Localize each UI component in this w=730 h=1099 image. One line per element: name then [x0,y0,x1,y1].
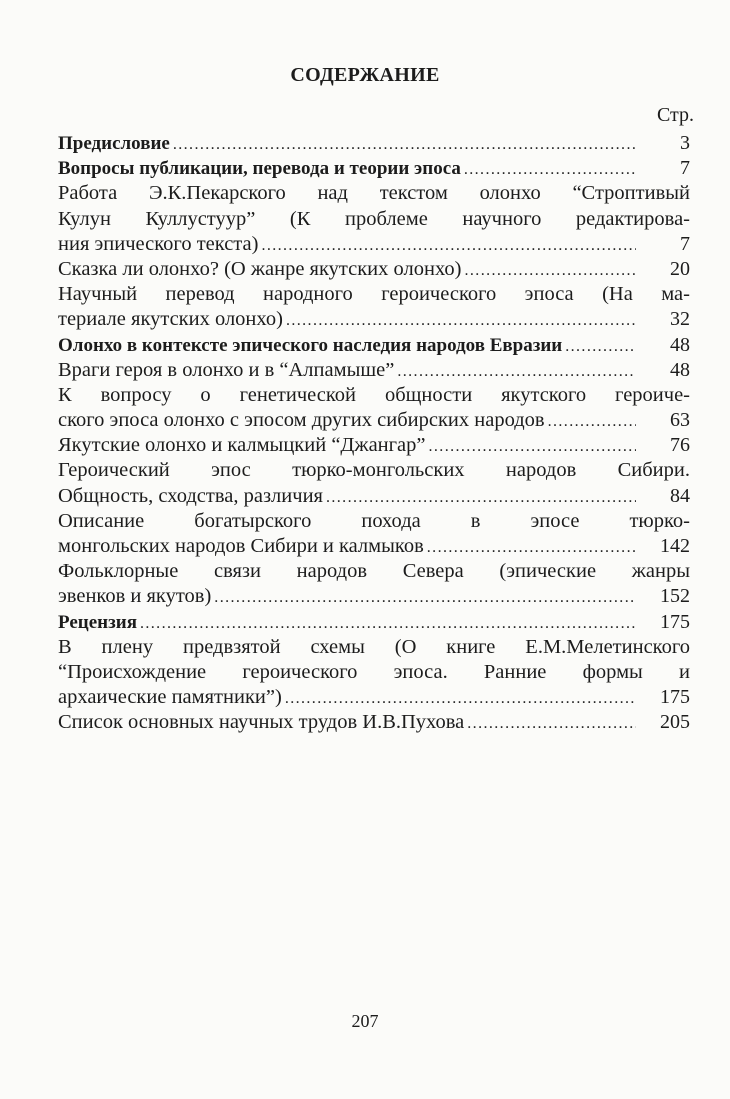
toc-entry-title: Предисловие [58,133,170,154]
dot-leader [173,132,636,157]
toc-entry-page: 20 [670,257,690,280]
table-of-contents [58,131,690,736]
toc-entry-title: Рецензия [58,611,137,633]
toc-entry-line [58,257,690,282]
toc-entry-page: 152 [660,585,690,608]
toc-entry-title: Олонхо в контексте эпического наследия народов Евразии [58,334,563,356]
toc-entry-line [58,433,690,458]
toc-entry-line [58,484,690,509]
toc-entry [58,635,690,711]
toc-entry-page: 63 [670,409,690,432]
toc-entry-line [58,207,690,232]
toc-entry-title: архаические памятники”) [58,686,282,709]
dot-leader [427,535,636,560]
toc-entry-line [58,383,690,408]
dot-leader [565,334,636,359]
toc-entry-page: 76 [670,434,690,457]
toc-entry-line [58,181,690,206]
toc-entry-page: 175 [660,686,690,709]
toc-entry-title: “Происхождение героического эпоса. Ранние формы и [58,660,690,683]
toc-entry-page: 175 [660,610,690,633]
toc-entry-title: В плену предвзятой схемы (О книге Е.М.Мелетинского [58,635,690,658]
dot-leader [548,409,636,434]
toc-entry-title: Описание богатырского похода в эпосе тюрко- [58,509,690,532]
toc-entry-title: Общность, сходства, различия [58,484,323,507]
dot-leader [464,157,636,182]
toc-entry [58,131,690,156]
toc-entry-page: 48 [670,333,690,356]
toc-entry-page: 3 [680,132,690,154]
toc-entry [58,458,690,508]
toc-entry-title: монгольских народов Сибири и калмыков [58,535,424,557]
toc-entry-line [58,307,690,332]
toc-entry-line [58,534,690,559]
toc-entry-line [58,685,690,710]
toc-entry-line [58,559,690,584]
toc-entry [58,509,690,559]
toc-entry-line [58,156,690,181]
toc-entry-title: териале якутских олонхо) [58,308,283,331]
toc-entry-title: ского эпоса олонхо с эпосом других сибирских народов [58,409,545,432]
toc-entry-line [58,358,690,383]
toc-entry-title: К вопросу о генетической общности якутского героиче- [58,383,690,406]
dot-leader [465,258,637,283]
toc-entry [58,358,690,383]
toc-entry-line [58,710,690,735]
toc-entry-line [58,509,690,534]
toc-entry [58,433,690,458]
toc-entry-page: 7 [680,232,690,255]
toc-entry [58,333,690,358]
toc-entry-title: Вопросы публикации, перевода и теории эпоса [58,158,461,180]
toc-entry-title: Список основных научных трудов И.В.Пухова [58,711,465,734]
dot-leader [429,434,637,459]
toc-entry [58,610,690,635]
toc-entry-line [58,660,690,685]
toc-entry-line [58,610,690,635]
dot-leader [326,485,636,510]
toc-entry-line [58,232,690,257]
toc-entry-title: эвенков и якутов) [58,585,212,608]
toc-entry-line [58,131,690,156]
page-column-label: Стр. [656,104,694,126]
toc-entry [58,156,690,181]
toc-entry [58,559,690,609]
toc-entry [58,710,690,735]
toc-entry-page: 205 [660,711,690,734]
dot-leader [214,585,636,610]
toc-entry-title: Героический эпос тюрко-монгольских народов Сибири. [58,459,690,482]
toc-entry [58,383,690,433]
toc-entry-line [58,333,690,358]
toc-entry [58,257,690,282]
toc-entry-title: ния эпического текста) [58,232,259,255]
toc-entry [58,282,690,332]
toc-entry-title: Сказка ли олонхо? (О жанре якутских олонхо) [58,257,462,280]
toc-entry [58,181,690,257]
dot-leader [285,686,636,711]
toc-entry-page: 84 [670,484,690,507]
toc-entry-title: Враги героя в олонхо и в “Алпамыше” [58,358,395,381]
toc-entry-line [58,282,690,307]
toc-entry-line [58,408,690,433]
toc-entry-page: 48 [670,358,690,381]
toc-entry-title: Работа Э.К.Пекарского над текстом олонхо “Строптивый [58,182,690,205]
toc-entry-title: Якутские олонхо и калмыцкий “Джангар” [58,434,426,457]
page-title: СОДЕРЖАНИЕ [290,64,440,86]
toc-entry-page: 142 [660,535,690,557]
toc-entry-page: 7 [680,157,690,180]
toc-entry-line [58,458,690,483]
dot-leader [467,711,636,736]
toc-entry-line [58,635,690,660]
dot-leader [286,308,636,333]
toc-entry-title: Фольклорные связи народов Севера (эпические жанры [58,560,690,583]
dot-leader [397,359,636,384]
toc-entry-title: Научный перевод народного героического эпоса (На ма- [58,283,690,306]
toc-entry-title: Кулун Куллустуур” (К проблеме научного редактирова- [58,207,690,230]
toc-entry-page: 32 [670,308,690,331]
dot-leader [140,611,636,636]
dot-leader [261,233,636,258]
toc-entry-line [58,584,690,609]
page-number: 207 [351,1011,379,1031]
